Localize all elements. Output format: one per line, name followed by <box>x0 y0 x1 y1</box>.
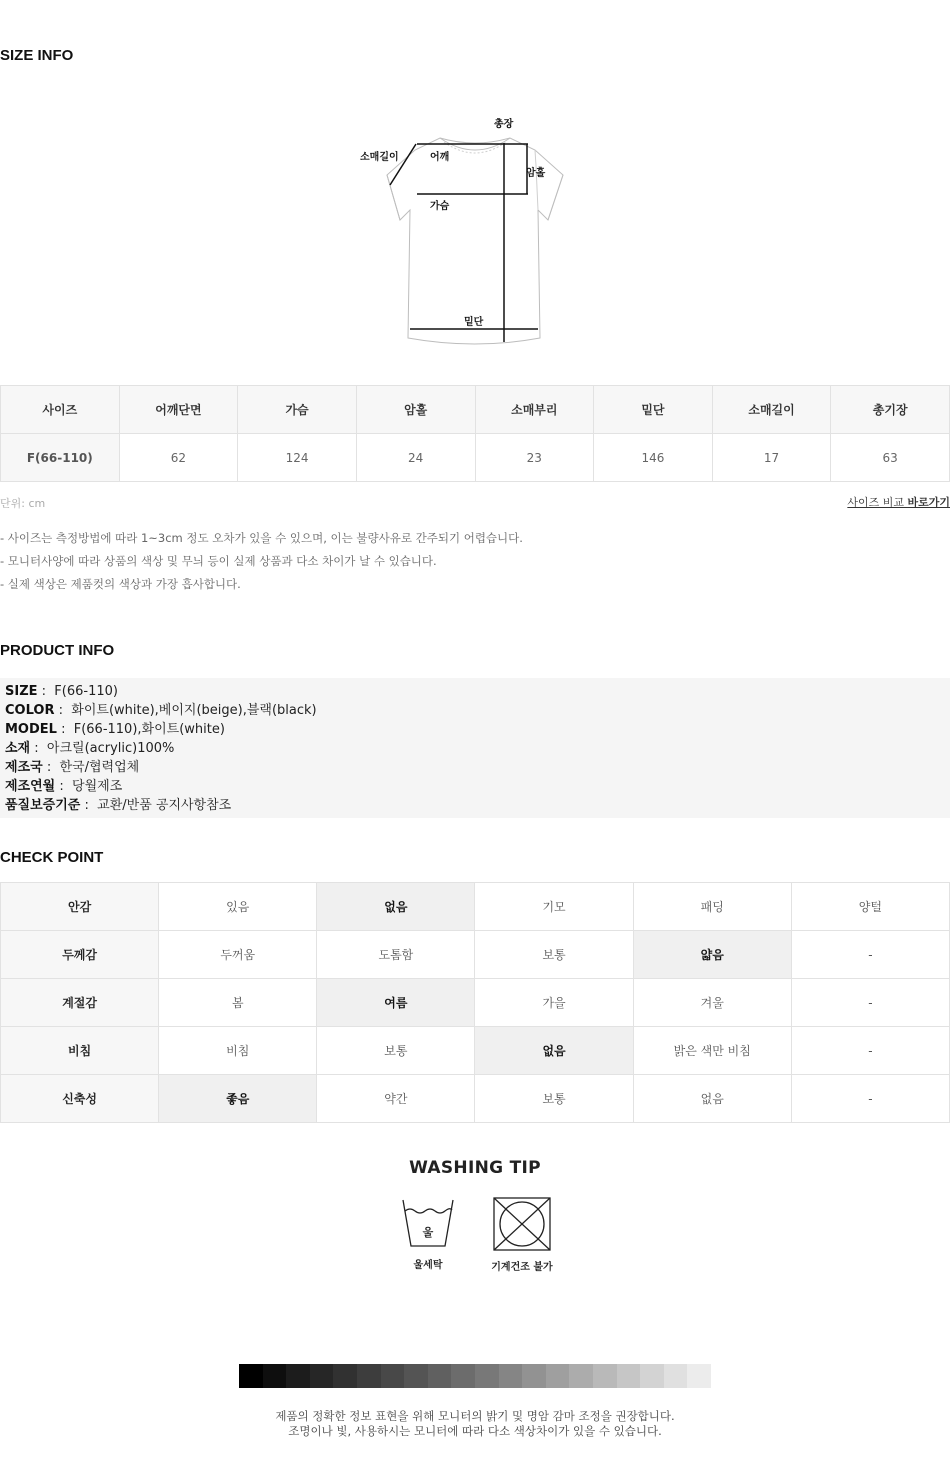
product-info-row: 제조연월 : 당월제조 <box>5 779 123 794</box>
check-point-option: 없음 <box>633 1075 791 1123</box>
check-point-option: 두꺼움 <box>159 931 317 979</box>
product-info-key: COLOR <box>5 703 55 718</box>
check-point-row-label: 비침 <box>1 1027 159 1075</box>
check-point-row-label: 두께감 <box>1 931 159 979</box>
size-table-header-row <box>1 386 950 434</box>
size-header-cell: 어깨단면 <box>119 386 238 434</box>
product-info-value: 한국/협력업체 <box>59 760 140 775</box>
wool-wash-symbol-text: 울 <box>422 1226 434 1239</box>
size-info-title: SIZE INFO <box>0 47 74 64</box>
check-point-option: 약간 <box>317 1075 475 1123</box>
check-point-option: 가을 <box>475 979 633 1027</box>
product-info-row: 소재 : 아크릴(acrylic)100% <box>5 741 175 756</box>
check-point-row <box>1 1075 950 1123</box>
product-info-row: SIZE : F(66-110) <box>5 684 118 699</box>
size-note: - 모니터사양에 따라 상품의 색상 및 무늬 등이 실제 상품과 다소 차이가 날 수 있습니다. <box>0 554 437 568</box>
product-info-title: PRODUCT INFO <box>0 642 115 659</box>
product-info-key: 제조연월 <box>5 779 56 794</box>
check-point-option: 있음 <box>159 883 317 931</box>
check-point-title: CHECK POINT <box>0 849 104 866</box>
size-table-row <box>1 434 950 482</box>
check-point-row <box>1 1027 950 1075</box>
grayscale-swatch <box>499 1364 523 1388</box>
check-point-row <box>1 931 950 979</box>
wool-wash-label: 울세탁 <box>413 1260 443 1271</box>
size-header-cell: 밑단 <box>594 386 713 434</box>
check-point-row-label: 계절감 <box>1 979 159 1027</box>
size-header-cell: 소매길이 <box>712 386 831 434</box>
product-info-key: SIZE <box>5 684 38 699</box>
grayscale-swatch <box>617 1364 641 1388</box>
check-point-option: 패딩 <box>633 883 791 931</box>
product-info-value: 당월제조 <box>72 779 123 794</box>
grayscale-swatch <box>687 1364 711 1388</box>
grayscale-swatch <box>593 1364 617 1388</box>
size-header-cell: 암홀 <box>356 386 475 434</box>
size-cell: 63 <box>831 434 950 482</box>
check-point-row-label: 신축성 <box>1 1075 159 1123</box>
size-note: - 실제 색상은 제품컷의 색상과 가장 흡사합니다. <box>0 577 241 591</box>
diagram-label-chest: 가슴 <box>430 201 450 212</box>
grayscale-swatch <box>381 1364 405 1388</box>
size-header-cell: 사이즈 <box>1 386 120 434</box>
size-compare-link[interactable] <box>847 494 950 510</box>
check-point-table <box>0 882 950 1123</box>
check-point-row <box>1 883 950 931</box>
diagram-label-hem: 밑단 <box>464 317 484 328</box>
check-point-option: 보통 <box>475 1075 633 1123</box>
check-point-option: 도톰함 <box>317 931 475 979</box>
check-point-option-selected: 좋음 <box>159 1075 317 1123</box>
size-cell: F(66-110) <box>1 434 120 482</box>
product-info-row: 제조국 : 한국/협력업체 <box>5 760 140 775</box>
size-cell: 23 <box>475 434 594 482</box>
check-point-option-selected: 여름 <box>317 979 475 1027</box>
product-info-key: 품질보증기준 <box>5 798 81 813</box>
footer-line: 조명이나 빛, 사용하시는 모니터에 따라 다소 색상차이가 있을 수 있습니다. <box>288 1424 662 1438</box>
tshirt-measurement-diagram <box>350 110 580 355</box>
diagram-label-sleeve-length: 소매길이 <box>360 152 399 163</box>
size-header-cell: 총기장 <box>831 386 950 434</box>
size-compare-link-text: 바로가기 <box>907 496 950 509</box>
check-point-row-label: 안감 <box>1 883 159 931</box>
washing-tip-title: WASHING TIP <box>409 1158 541 1178</box>
check-point-option: 비침 <box>159 1027 317 1075</box>
check-point-option: 기모 <box>475 883 633 931</box>
grayscale-swatch <box>546 1364 570 1388</box>
footer-notice <box>0 1409 950 1439</box>
size-cell: 124 <box>238 434 357 482</box>
diagram-label-shoulder: 어깨 <box>430 152 450 163</box>
diagram-label-total-length: 총장 <box>494 119 514 130</box>
grayscale-swatch <box>569 1364 593 1388</box>
check-point-option: - <box>791 1075 949 1123</box>
product-info-key: MODEL <box>5 722 57 737</box>
check-point-option: 겨울 <box>633 979 791 1027</box>
grayscale-swatch <box>357 1364 381 1388</box>
product-info-value: 아크릴(acrylic)100% <box>46 741 175 756</box>
size-header-cell: 소매부리 <box>475 386 594 434</box>
size-table <box>0 385 950 482</box>
grayscale-swatch <box>263 1364 287 1388</box>
grayscale-swatch <box>451 1364 475 1388</box>
diagram-label-armhole: 암홀 <box>526 168 546 179</box>
grayscale-swatch <box>404 1364 428 1388</box>
unit-label: 단위: cm <box>0 497 46 510</box>
size-cell: 146 <box>594 434 713 482</box>
check-point-option: - <box>791 1027 949 1075</box>
size-cell: 24 <box>356 434 475 482</box>
grayscale-swatch <box>664 1364 688 1388</box>
check-point-option-selected: 없음 <box>475 1027 633 1075</box>
product-info-value: F(66-110) <box>54 684 118 699</box>
product-info-box <box>0 678 950 818</box>
size-note: - 사이즈는 측정방법에 따라 1~3cm 정도 오차가 있을 수 있으며, 이는 불량사유로 간주되기 어렵습니다. <box>0 531 523 545</box>
product-info-value: F(66-110),화이트(white) <box>73 722 225 737</box>
no-tumble-dry-icon <box>492 1196 552 1252</box>
no-tumble-dry-label: 기계건조 불가 <box>491 1262 553 1273</box>
product-info-key: 제조국 <box>5 760 43 775</box>
size-notes <box>0 527 523 596</box>
product-info-key: 소재 <box>5 741 31 756</box>
wool-wash-item <box>383 1196 473 1271</box>
product-info-value: 화이트(white),베이지(beige),블랙(black) <box>71 703 317 718</box>
check-point-option: - <box>791 979 949 1027</box>
check-point-option: 양털 <box>791 883 949 931</box>
check-point-option: 보통 <box>317 1027 475 1075</box>
check-point-option: - <box>791 931 949 979</box>
no-tumble-dry-item <box>477 1196 567 1273</box>
grayscale-swatch <box>475 1364 499 1388</box>
grayscale-swatch <box>428 1364 452 1388</box>
check-point-row <box>1 979 950 1027</box>
size-cell: 62 <box>119 434 238 482</box>
grayscale-swatch <box>286 1364 310 1388</box>
grayscale-swatch <box>333 1364 357 1388</box>
size-compare-prefix: 사이즈 비교 <box>847 496 904 509</box>
check-point-option: 봄 <box>159 979 317 1027</box>
check-point-option: 밝은 색만 비침 <box>633 1027 791 1075</box>
grayscale-calibration-bar <box>239 1364 711 1388</box>
product-info-value: 교환/반품 공지사항참조 <box>97 798 232 813</box>
size-header-cell: 가슴 <box>238 386 357 434</box>
product-info-row: MODEL : F(66-110),화이트(white) <box>5 722 225 737</box>
product-info-row: COLOR : 화이트(white),베이지(beige),블랙(black) <box>5 703 317 718</box>
size-cell: 17 <box>712 434 831 482</box>
check-point-option: 보통 <box>475 931 633 979</box>
wool-wash-icon <box>400 1196 456 1250</box>
grayscale-swatch <box>522 1364 546 1388</box>
grayscale-swatch <box>310 1364 334 1388</box>
check-point-option-selected: 없음 <box>317 883 475 931</box>
grayscale-swatch <box>239 1364 263 1388</box>
footer-line: 제품의 정확한 정보 표현을 위해 모니터의 밝기 및 명암 감마 조정을 권장합니다. <box>275 1409 675 1423</box>
grayscale-swatch <box>640 1364 664 1388</box>
product-info-row: 품질보증기준 : 교환/반품 공지사항참조 <box>5 798 232 813</box>
check-point-option-selected: 얇음 <box>633 931 791 979</box>
